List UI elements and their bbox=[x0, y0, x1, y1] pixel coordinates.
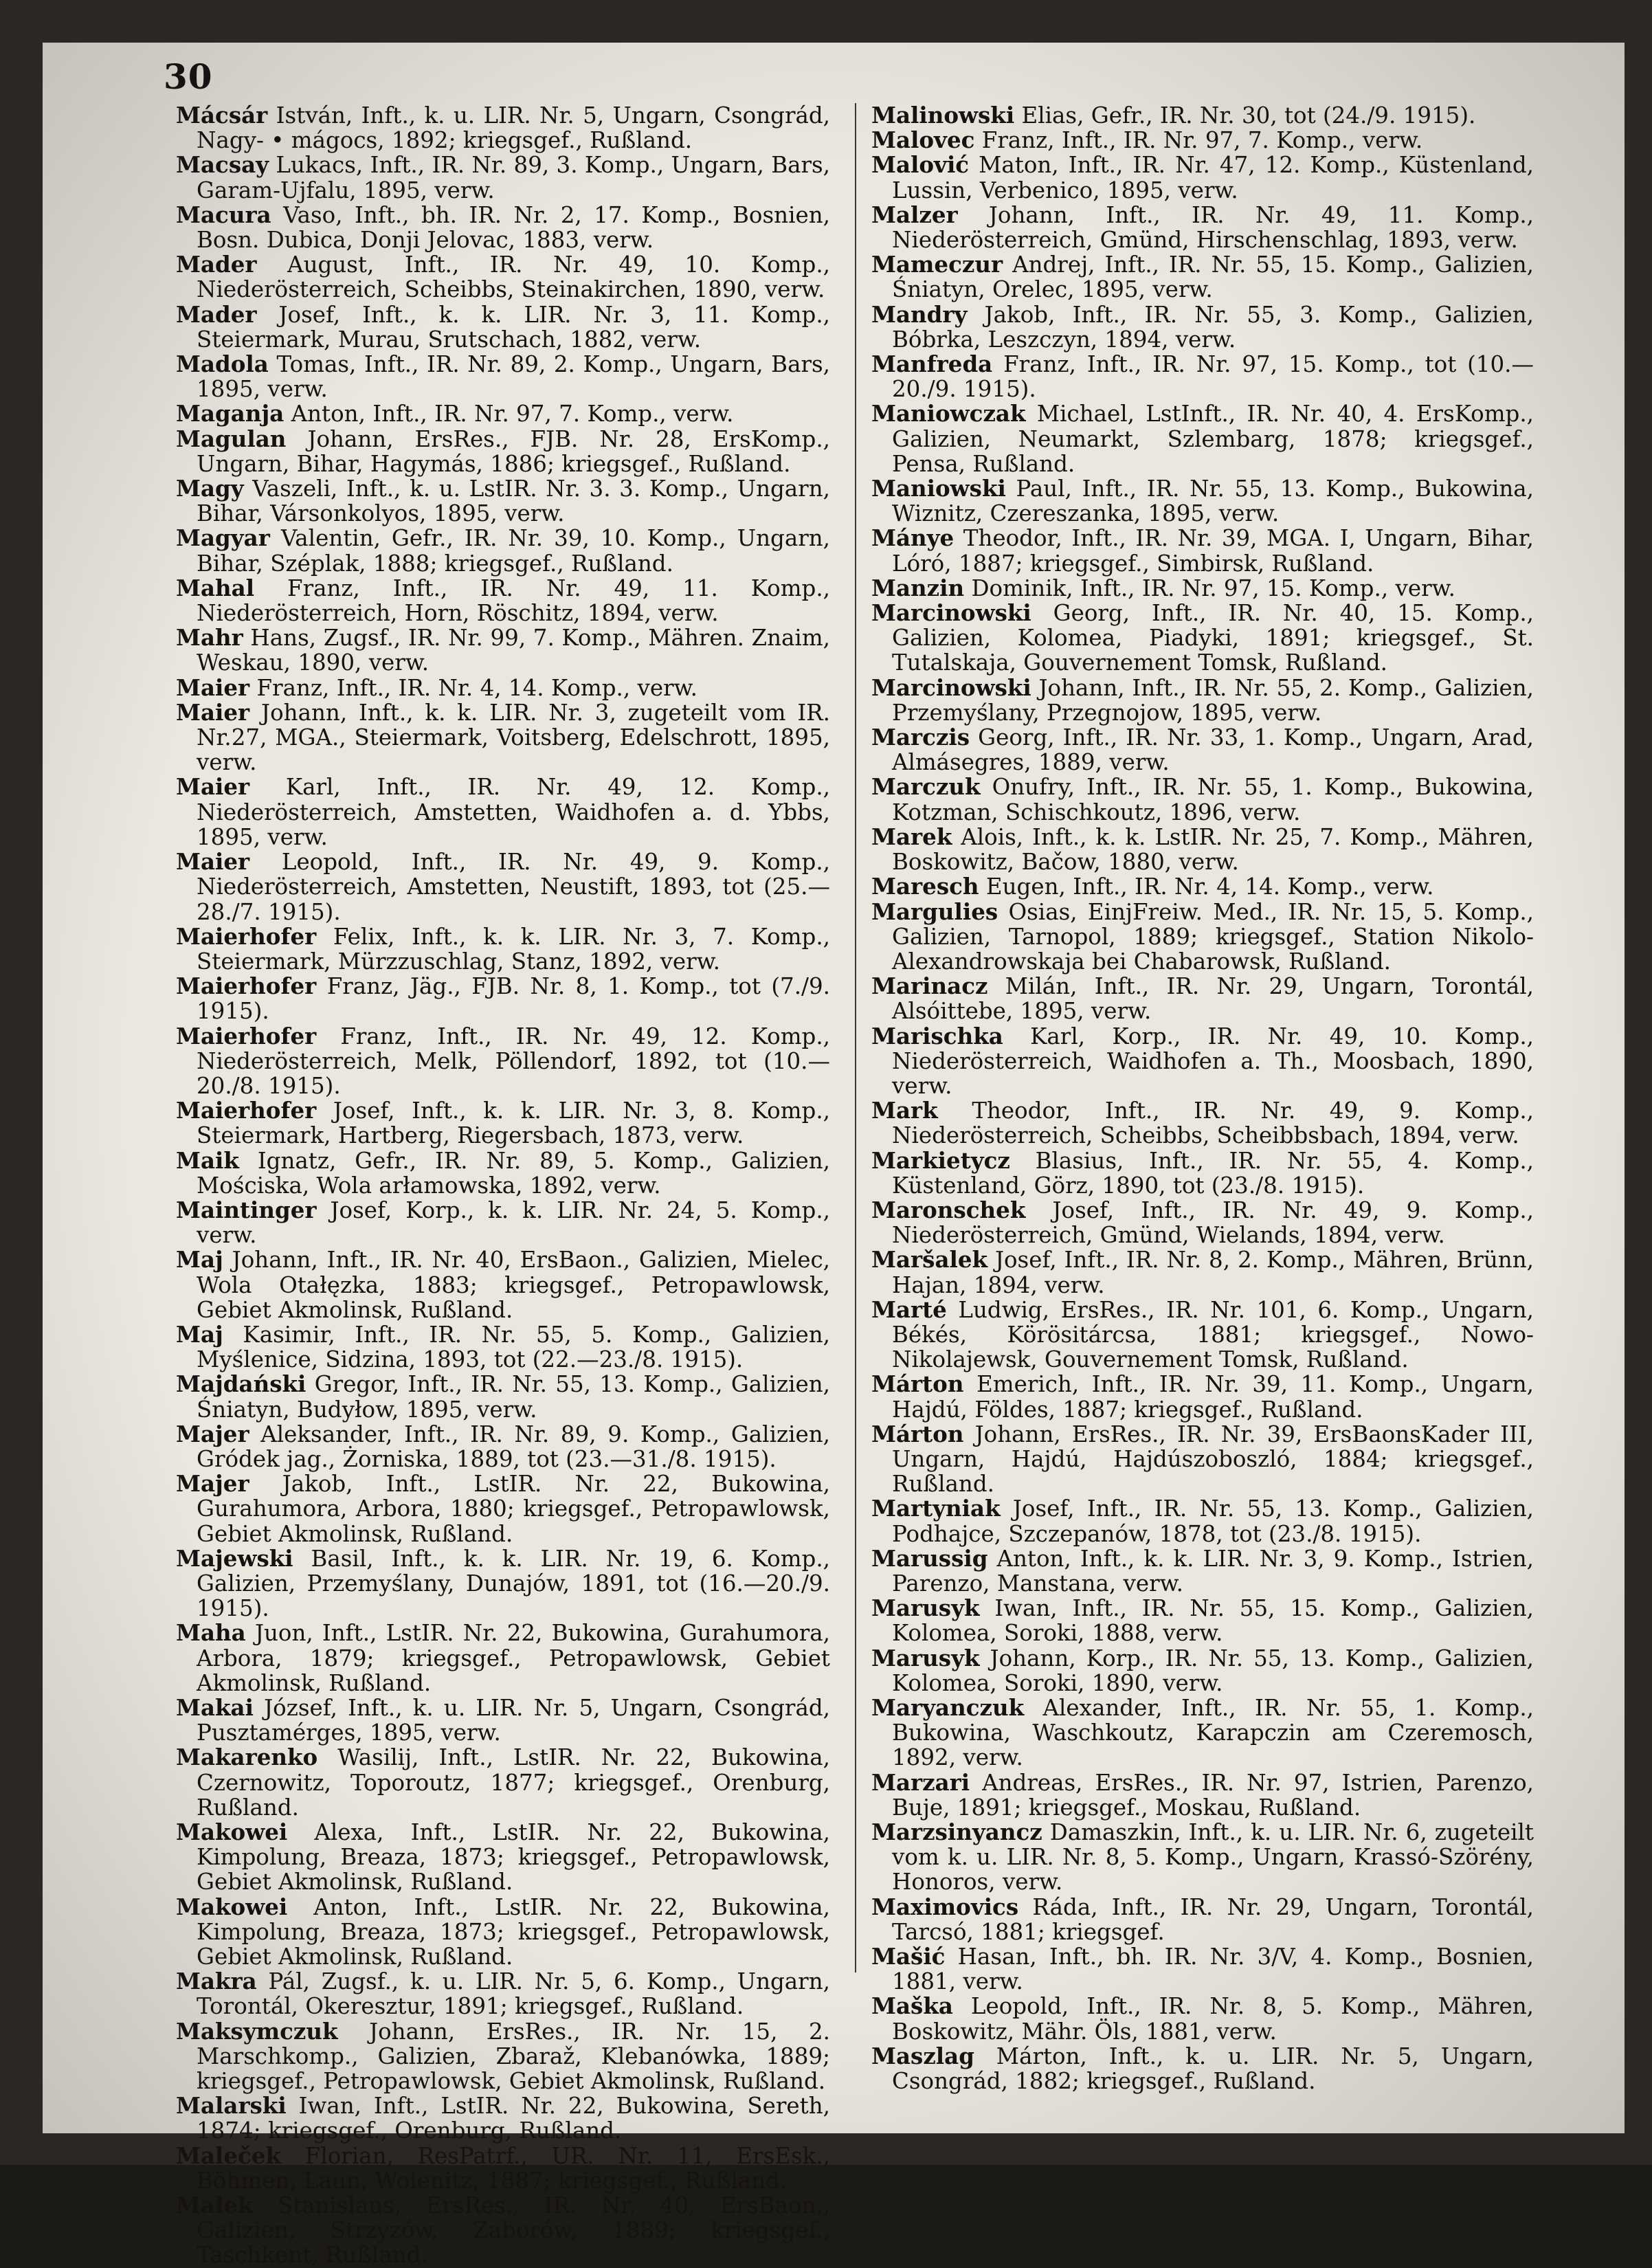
entry-surname: Maniowczak bbox=[871, 400, 1026, 427]
entry-surname: Maj bbox=[176, 1320, 223, 1348]
entry-details: Theodor, Inft., IR. Nr. 49, 9. Komp., Niederösterreich, Scheibbs, Scheibbsbach, 1894, verw. bbox=[892, 1098, 1534, 1149]
entry-details: Vaso, Inft., bh. IR. Nr. 2, 17. Komp., Bosnien, Bosn. Dubica, Donji Jelovac, 1883, verw. bbox=[197, 201, 830, 254]
entry-surname: Majer bbox=[176, 1420, 249, 1447]
entry-details: Josef, Inft., IR. Nr. 8, 2. Komp., Mähren, Brünn, Hajan, 1894, verw. bbox=[892, 1247, 1534, 1298]
list-entry bbox=[176, 2019, 830, 2094]
entry-details: Johann, Inft., k. k. LIR. Nr. 3, zugeteilt vom IR. Nr.27, MGA., Steiermark, Voitsberg, Edelschrott, 1895, verw. bbox=[197, 699, 830, 776]
entry-details: Eugen, Inft., IR. Nr. 4, 14. Komp., verw. bbox=[985, 874, 1434, 900]
entry-surname: Maier bbox=[176, 773, 250, 801]
entry-details: Josef, Inft., IR. Nr. 55, 13. Komp., Galizien, Podhajce, Szczepanów, 1878, tot (23./8. 1915). bbox=[892, 1496, 1534, 1547]
entry-surname: Mácsár bbox=[176, 102, 268, 129]
list-entry bbox=[176, 924, 830, 974]
list-entry bbox=[871, 302, 1534, 352]
entry-surname: Markietycz bbox=[871, 1146, 1010, 1174]
entry-details: Johann, Korp., IR. Nr. 55, 13. Komp., Galizien, Kolomea, Soroki, 1890, verw. bbox=[892, 1645, 1534, 1696]
entry-details: Kasimir, Inft., IR. Nr. 55, 5. Komp., Galizien, Myślenice, Sidzina, 1893, tot (22.—23./8. 1915). bbox=[197, 1321, 830, 1373]
scan-border-right bbox=[1625, 0, 1652, 2165]
entry-details: Ludwig, ErsRes., IR. Nr. 101, 6. Komp., Ungarn, Békés, Körösitárcsa, 1881; kriegsgef., Nowo-Nikolajewsk, Gouvernement Tomsk, Rußland. bbox=[892, 1296, 1534, 1373]
entry-details: Pál, Zugsf., k. u. LIR. Nr. 5, 6. Komp., Ungarn, Torontál, Okeresztur, 1891; kriegsgef., Rußland. bbox=[197, 1968, 830, 2020]
list-entry bbox=[176, 401, 830, 426]
list-entry bbox=[871, 1247, 1534, 1297]
entry-surname: Maršalek bbox=[871, 1246, 988, 1274]
entry-surname: Maik bbox=[176, 1146, 239, 1174]
list-entry bbox=[871, 974, 1534, 1023]
entry-surname: Maksymczuk bbox=[176, 2017, 338, 2045]
entry-surname: Majer bbox=[176, 1470, 249, 1498]
list-entry bbox=[176, 1322, 830, 1372]
list-entry bbox=[871, 203, 1534, 252]
entry-surname: Maximovics bbox=[871, 1893, 1019, 1920]
entry-details: Josef, Inft., k. k. LIR. Nr. 3, 8. Komp., Steiermark, Hartberg, Riegersbach, 1873, verw. bbox=[197, 1098, 830, 1149]
list-entry bbox=[871, 1944, 1534, 1994]
entry-details: Basil, Inft., k. k. LIR. Nr. 19, 6. Komp., Galizien, Przemyślany, Dunajów, 1891, tot (16.—20./9. 1915). bbox=[197, 1545, 830, 1622]
entry-surname: Makarenko bbox=[176, 1744, 318, 1771]
entry-details: Leopold, Inft., IR. Nr. 8, 5. Komp., Mähren, Boskowitz, Mähr. Öls, 1881, verw. bbox=[892, 1993, 1534, 2045]
entry-surname: Majewski bbox=[176, 1544, 293, 1572]
entry-surname: Marischka bbox=[871, 1022, 1003, 1049]
entry-surname: Mark bbox=[871, 1097, 938, 1124]
entry-details: Franz, Jäg., FJB. Nr. 8, 1. Komp., tot (7./9. 1915). bbox=[197, 973, 830, 1025]
entry-surname: Martyniak bbox=[871, 1495, 1001, 1522]
entry-details: Felix, Inft., k. k. LIR. Nr. 3, 7. Komp., Steiermark, Mürzzuschlag, Stanz, 1892, verw. bbox=[197, 923, 830, 975]
entry-surname: Majdański bbox=[176, 1370, 306, 1398]
entry-surname: Mánye bbox=[871, 524, 955, 552]
list-entry bbox=[176, 1969, 830, 2019]
list-entry bbox=[176, 1696, 830, 1745]
entry-details: Andrej, Inft., IR. Nr. 55, 15. Komp., Galizien, Śniatyn, Orelec, 1895, verw. bbox=[892, 252, 1534, 303]
entry-surname: Maszlag bbox=[871, 2042, 974, 2069]
entry-details: Hasan, Inft., bh. IR. Nr. 3/V, 4. Komp., Bosnien, 1881, verw. bbox=[892, 1944, 1534, 1995]
entry-details: Alexa, Inft., LstIR. Nr. 22, Bukowina, Kimpolung, Breaza, 1873; kriegsgef., Petropawlowsk, Gebiet Akmolinsk, Rußland. bbox=[197, 1819, 830, 1895]
entry-details: Karl, Korp., IR. Nr. 49, 10. Komp., Niederösterreich, Waidhofen a. Th., Moosbach, 1890, verw. bbox=[892, 1023, 1534, 1099]
entry-details: Anton, Inft., LstIR. Nr. 22, Bukowina, Kimpolung, Breaza, 1873; kriegsgef., Petropawlowsk, Gebiet Akmolinsk, Rußland. bbox=[197, 1893, 830, 1970]
list-entry bbox=[871, 1596, 1534, 1645]
entry-details: August, Inft., IR. Nr. 49, 10. Komp., Niederösterreich, Scheibbs, Steinakirchen, 1890, verw. bbox=[197, 252, 830, 303]
list-entry bbox=[871, 825, 1534, 874]
list-entry bbox=[176, 352, 830, 401]
entry-surname: Mameczur bbox=[871, 251, 1003, 278]
list-entry bbox=[176, 2144, 830, 2193]
list-entry bbox=[176, 576, 830, 625]
entry-surname: Manzin bbox=[871, 574, 965, 601]
entry-surname: Makai bbox=[176, 1694, 254, 1721]
scan-border-left bbox=[0, 0, 43, 2165]
right-column bbox=[871, 103, 1534, 2093]
list-entry bbox=[176, 2093, 830, 2143]
entry-surname: Maleček bbox=[176, 2142, 282, 2169]
list-entry bbox=[176, 2193, 830, 2268]
entry-surname: Maryanczuk bbox=[871, 1694, 1025, 1721]
entry-details: Alois, Inft., k. k. LstIR. Nr. 25, 7. Komp., Mähren, Boskowitz, Bačow, 1880, verw. bbox=[892, 823, 1534, 876]
list-entry bbox=[176, 1148, 830, 1198]
entry-surname: Marczis bbox=[871, 724, 970, 751]
entry-details: Florian, ResPatrf., UR. Nr. 11, ErsEsk., Böhmen, Laun, Wolenitz, 1887; kriegsgef., Rußland. bbox=[197, 2142, 830, 2194]
entry-surname: Makra bbox=[176, 1968, 257, 1995]
entry-surname: Mahr bbox=[176, 624, 243, 652]
list-entry bbox=[176, 526, 830, 575]
list-entry bbox=[176, 1621, 830, 1696]
list-entry bbox=[871, 1422, 1534, 1497]
list-entry bbox=[871, 1546, 1534, 1596]
entry-surname: Maronschek bbox=[871, 1196, 1026, 1223]
entry-details: Georg, Inft., IR. Nr. 40, 15. Komp., Galizien, Kolomea, Piadyki, 1891; kriegsgef., St. Tutalskaja, Gouvernement Tomsk, Rußland. bbox=[892, 600, 1534, 676]
entry-surname: Mader bbox=[176, 300, 257, 328]
entry-details: Márton, Inft., k. u. LIR. Nr. 5, Ungarn, Csongrád, 1882; kriegsgef., Rußland. bbox=[892, 2043, 1534, 2095]
entry-details: Johann, ErsRes., IR. Nr. 15, 2. Marschkomp., Galizien, Zbaraž, Klebanówka, 1889; kriegsgef., Petropawlowsk, Gebiet Akmolinsk, Rußland. bbox=[197, 2018, 830, 2095]
list-entry bbox=[871, 725, 1534, 775]
list-entry bbox=[176, 203, 830, 252]
entry-surname: Maha bbox=[176, 1619, 246, 1647]
list-entry bbox=[176, 1198, 830, 1247]
page-number: 30 bbox=[164, 56, 213, 97]
list-entry bbox=[871, 576, 1534, 601]
list-entry bbox=[871, 1024, 1534, 1099]
entry-details: István, Inft., k. u. LIR. Nr. 5, Ungarn, Csongrád, Nagy- • mágocs, 1892; kriegsgef., Rußland. bbox=[197, 102, 830, 154]
entry-surname: Makowei bbox=[176, 1893, 288, 1920]
entry-surname: Maresch bbox=[871, 873, 979, 900]
entry-details: Emerich, Inft., IR. Nr. 39, 11. Komp., Ungarn, Hajdú, Földes, 1887; kriegsgef., Rußland. bbox=[892, 1371, 1534, 1423]
entry-details: Tomas, Inft., IR. Nr. 89, 2. Komp., Ungarn, Bars, 1895, verw. bbox=[197, 351, 830, 403]
list-entry bbox=[871, 601, 1534, 676]
entry-details: József, Inft., k. u. LIR. Nr. 5, Ungarn, Csongrád, Pusztamérges, 1895, verw. bbox=[197, 1695, 830, 1746]
entry-details: Hans, Zugsf., IR. Nr. 99, 7. Komp., Mähren. Znaim, Weskau, 1890, verw. bbox=[197, 625, 830, 676]
entry-surname: Makowei bbox=[176, 1819, 288, 1846]
entry-surname: Maierhofer bbox=[176, 1097, 317, 1124]
list-entry bbox=[176, 974, 830, 1023]
list-entry bbox=[871, 1496, 1534, 1546]
entry-details: Theodor, Inft., IR. Nr. 39, MGA. I, Ungarn, Bihar, Lóró, 1887; kriegsgef., Simbirsk, Rußland. bbox=[892, 525, 1534, 577]
entry-details: Josef, Inft., IR. Nr. 49, 9. Komp., Niederösterreich, Gmünd, Wielands, 1894, verw. bbox=[892, 1197, 1534, 1249]
entry-details: Vaszeli, Inft., k. u. LstIR. Nr. 3. 3. Komp., Ungarn, Bihar, Vársonkolyos, 1895, verw. bbox=[197, 476, 830, 527]
list-entry bbox=[871, 476, 1534, 526]
entry-details: Franz, Inft., IR. Nr. 97, 15. Komp., tot (10.—20./9. 1915). bbox=[892, 351, 1534, 403]
entry-details: Iwan, Inft., LstIR. Nr. 22, Bukowina, Sereth, 1874; kriegsgef., Orenburg, Rußland. bbox=[197, 2093, 830, 2144]
entry-details: Jakob, Inft., IR. Nr. 55, 3. Komp., Galizien, Bóbrka, Leszczyn, 1894, verw. bbox=[892, 301, 1534, 353]
entry-surname: Manfreda bbox=[871, 351, 993, 378]
list-entry bbox=[176, 103, 830, 153]
entry-surname: Macsay bbox=[176, 151, 269, 179]
entry-details: Josef, Inft., k. k. LIR. Nr. 3, 11. Komp., Steiermark, Murau, Srutschach, 1882, verw. bbox=[197, 301, 830, 353]
list-entry bbox=[871, 401, 1534, 476]
entry-surname: Madola bbox=[176, 351, 269, 378]
entry-details: Johann, ErsRes., IR. Nr. 39, ErsBaonsKader III, Ungarn, Hajdú, Hajdúszoboszló, 1884; kriegsgef., Rußland. bbox=[892, 1421, 1534, 1498]
list-entry bbox=[176, 625, 830, 675]
entry-surname: Malarski bbox=[176, 2092, 287, 2120]
entry-details: Josef, Korp., k. k. LIR. Nr. 24, 5. Komp., verw. bbox=[197, 1197, 830, 1249]
list-entry bbox=[176, 700, 830, 775]
entry-details: Franz, Inft., IR. Nr. 49, 11. Komp., Niederösterreich, Horn, Röschitz, 1894, verw. bbox=[197, 575, 830, 627]
entry-surname: Marek bbox=[871, 823, 952, 850]
list-entry bbox=[871, 153, 1534, 202]
entry-surname: Marusyk bbox=[871, 1644, 980, 1671]
list-entry bbox=[871, 2044, 1534, 2093]
entry-details: Jakob, Inft., LstIR. Nr. 22, Bukowina, Gurahumora, Arbora, 1880; kriegsgef., Petropawlowsk, Gebiet Akmolinsk, Rußland. bbox=[197, 1471, 830, 1547]
list-entry bbox=[871, 775, 1534, 824]
list-entry bbox=[871, 1098, 1534, 1148]
entry-details: Franz, Inft., IR. Nr. 4, 14. Komp., verw. bbox=[256, 674, 697, 701]
entry-surname: Marcinowski bbox=[871, 599, 1031, 627]
list-entry bbox=[176, 1024, 830, 1099]
entry-surname: Maier bbox=[176, 674, 250, 701]
entry-surname: Marzsinyancz bbox=[871, 1819, 1042, 1846]
list-entry bbox=[176, 676, 830, 700]
list-entry bbox=[176, 1895, 830, 1970]
entry-surname: Maintinger bbox=[176, 1196, 317, 1223]
entry-surname: Maier bbox=[176, 698, 250, 726]
list-entry bbox=[176, 1098, 830, 1148]
entry-details: Osias, EinjFreiw. Med., IR. Nr. 15, 5. Komp., Galizien, Tarnopol, 1889; kriegsgef., Station Nikolo-Alexandrowskaja bei Chabarowsk, Rußland. bbox=[892, 898, 1534, 975]
list-entry bbox=[871, 1198, 1534, 1247]
entry-details: Lukacs, Inft., IR. Nr. 89, 3. Komp., Ungarn, Bars, Garam-Ujfalu, 1895, verw. bbox=[197, 152, 830, 203]
left-column bbox=[176, 103, 830, 2268]
entry-details: Ráda, Inft., IR. Nr. 29, Ungarn, Torontál, Tarcsó, 1881; kriegsgef. bbox=[892, 1893, 1534, 1945]
list-entry bbox=[871, 252, 1534, 302]
entry-details: Johann, ErsRes., FJB. Nr. 28, ErsKomp., Ungarn, Bihar, Hagymás, 1886; kriegsgef., Rußland. bbox=[197, 425, 830, 477]
entry-surname: Mahal bbox=[176, 574, 255, 601]
list-entry bbox=[176, 849, 830, 924]
entry-details: Blasius, Inft., IR. Nr. 55, 4. Komp., Küstenland, Görz, 1890, tot (23./8. 1915). bbox=[892, 1147, 1534, 1199]
list-entry bbox=[871, 1298, 1534, 1372]
entry-surname: Márton bbox=[871, 1370, 964, 1398]
list-entry bbox=[871, 352, 1534, 401]
entry-surname: Mandry bbox=[871, 300, 968, 328]
list-entry bbox=[176, 1372, 830, 1421]
list-entry bbox=[176, 1745, 830, 1820]
entry-details: Karl, Inft., IR. Nr. 49, 12. Komp., Niederösterreich, Amstetten, Waidhofen a. d. Ybbs, 1895, verw. bbox=[197, 774, 830, 850]
list-entry bbox=[871, 1148, 1534, 1198]
entry-details: Ignatz, Gefr., IR. Nr. 89, 5. Komp., Galizien, Mościska, Wola arłamowska, 1892, verw. bbox=[197, 1147, 830, 1199]
list-entry bbox=[871, 526, 1534, 575]
entry-surname: Margulies bbox=[871, 898, 998, 925]
entry-surname: Magy bbox=[176, 475, 244, 502]
entry-details: Franz, Inft., IR. Nr. 97, 7. Komp., verw. bbox=[981, 127, 1423, 154]
entry-details: Damaszkin, Inft., k. u. LIR. Nr. 6, zugeteilt vom k. u. LIR. Nr. 8, 5. Komp., Ungarn, Krassó-Szörény, Honoros, verw. bbox=[892, 1819, 1534, 1895]
list-entry bbox=[871, 1646, 1534, 1696]
entry-surname: Mader bbox=[176, 251, 257, 278]
entry-details: Johann, Inft., IR. Nr. 49, 11. Komp., Niederösterreich, Gmünd, Hirschenschlag, 1893, verw. bbox=[892, 201, 1534, 254]
scan-border-top bbox=[0, 0, 1652, 43]
entry-details: Wasilij, Inft., LstIR. Nr. 22, Bukowina, Czernowitz, Toporoutz, 1877; kriegsgef., Orenburg, Rußland. bbox=[197, 1744, 830, 1821]
entry-details: Valentin, Gefr., IR. Nr. 39, 10. Komp., Ungarn, Bihar, Széplak, 1888; kriegsgef., Rußland. bbox=[197, 525, 830, 577]
entry-surname: Magyar bbox=[176, 524, 270, 552]
entry-details: Leopold, Inft., IR. Nr. 49, 9. Komp., Niederösterreich, Amstetten, Neustift, 1893, tot (25.—28./7. 1915). bbox=[197, 849, 830, 925]
entry-surname: Malović bbox=[871, 151, 970, 179]
entry-surname: Maj bbox=[176, 1246, 223, 1274]
entry-surname: Maniowski bbox=[871, 475, 1006, 502]
entry-details: Anton, Inft., k. k. LIR. Nr. 3, 9. Komp., Istrien, Parenzo, Manstana, verw. bbox=[892, 1545, 1534, 1597]
entry-surname: Marzari bbox=[871, 1768, 970, 1796]
list-entry bbox=[871, 1770, 1534, 1820]
list-entry bbox=[871, 1696, 1534, 1770]
entry-surname: Maier bbox=[176, 848, 250, 876]
list-entry bbox=[176, 1546, 830, 1621]
entry-surname: Macura bbox=[176, 201, 271, 228]
entry-surname: Marcinowski bbox=[871, 674, 1031, 701]
entry-surname: Marussig bbox=[871, 1544, 988, 1572]
list-entry bbox=[176, 476, 830, 526]
list-entry bbox=[871, 676, 1534, 725]
entry-details: Anton, Inft., IR. Nr. 97, 7. Komp., verw. bbox=[291, 401, 734, 427]
entry-details: Andreas, ErsRes., IR. Nr. 97, Istrien, Parenzo, Buje, 1891; kriegsgef., Moskau, Rußland. bbox=[892, 1769, 1534, 1821]
list-entry bbox=[176, 1820, 830, 1895]
list-entry bbox=[871, 1994, 1534, 2043]
entry-surname: Mašić bbox=[871, 1943, 946, 1970]
entry-surname: Maška bbox=[871, 1992, 953, 2020]
entry-details: Paul, Inft., IR. Nr. 55, 13. Komp., Bukowina, Wiznitz, Czereszanka, 1895, verw. bbox=[892, 476, 1534, 527]
entry-details: Michael, LstInft., IR. Nr. 40, 4. ErsKomp., Galizien, Neumarkt, Szlembarg, 1878; kriegsgef., Pensa, Rußland. bbox=[892, 401, 1534, 477]
list-entry bbox=[176, 302, 830, 352]
entry-details: Dominik, Inft., IR. Nr. 97, 15. Komp., verw. bbox=[971, 575, 1455, 601]
entry-surname: Malinowski bbox=[871, 102, 1015, 129]
entry-surname: Maierhofer bbox=[176, 972, 317, 1000]
entry-surname: Marczuk bbox=[871, 773, 981, 801]
entry-details: Juon, Inft., LstIR. Nr. 22, Bukowina, Gurahumora, Arbora, 1879; kriegsgef., Petropawlowsk, Gebiet Akmolinsk, Rußland. bbox=[197, 1620, 830, 1696]
list-entry bbox=[176, 1422, 830, 1471]
entry-details: Alexander, Inft., IR. Nr. 55, 1. Komp., Bukowina, Waschkoutz, Karapczin am Czeremosch, 1892, verw. bbox=[892, 1695, 1534, 1771]
entry-surname: Marusyk bbox=[871, 1594, 980, 1622]
list-entry bbox=[871, 900, 1534, 975]
entry-details: Franz, Inft., IR. Nr. 49, 12. Komp., Niederösterreich, Melk, Pöllendorf, 1892, tot (10.—20./8. 1915). bbox=[197, 1023, 830, 1099]
list-entry bbox=[871, 103, 1534, 128]
entry-surname: Malovec bbox=[871, 126, 975, 154]
entry-details: Aleksander, Inft., IR. Nr. 89, 9. Komp., Galizien, Gródek jag., Żorniska, 1889, tot (23.—31./8. 1915). bbox=[197, 1421, 830, 1472]
entry-details: Gregor, Inft., IR. Nr. 55, 13. Komp., Galizien, Śniatyn, Budyłow, 1895, verw. bbox=[197, 1371, 830, 1423]
list-entry bbox=[176, 153, 830, 202]
entry-surname: Magulan bbox=[176, 425, 287, 452]
list-entry bbox=[871, 1372, 1534, 1421]
list-entry bbox=[871, 874, 1534, 899]
entry-details: Johann, Inft., IR. Nr. 55, 2. Komp., Galizien, Przemyślany, Przegnojow, 1895, verw. bbox=[892, 674, 1534, 726]
entry-details: Maton, Inft., IR. Nr. 47, 12. Komp., Küstenland, Lussin, Verbenico, 1895, verw. bbox=[892, 152, 1534, 203]
list-entry bbox=[176, 1247, 830, 1322]
list-entry bbox=[176, 252, 830, 302]
entry-surname: Marinacz bbox=[871, 972, 988, 1000]
entry-surname: Maierhofer bbox=[176, 1022, 317, 1049]
entry-surname: Maierhofer bbox=[176, 922, 317, 950]
entry-details: Georg, Inft., IR. Nr. 33, 1. Komp., Ungarn, Arad, Almásegres, 1889, verw. bbox=[892, 724, 1534, 776]
list-entry bbox=[871, 1820, 1534, 1895]
entry-surname: Marté bbox=[871, 1296, 947, 1323]
column-divider bbox=[855, 103, 856, 1972]
entry-details: Johann, Inft., IR. Nr. 40, ErsBaon., Galizien, Mielec, Wola Otałęzka, 1883; kriegsgef., Petropawlowsk, Gebiet Akmolinsk, Rußland. bbox=[197, 1247, 830, 1323]
entry-surname: Malek bbox=[176, 2192, 254, 2219]
list-entry bbox=[871, 1895, 1534, 1944]
entry-details: Onufry, Inft., IR. Nr. 55, 1. Komp., Bukowina, Kotzman, Schischkoutz, 1896, verw. bbox=[892, 774, 1534, 825]
entry-surname: Maganja bbox=[176, 400, 284, 427]
entry-surname: Márton bbox=[871, 1420, 964, 1447]
entry-details: Milán, Inft., IR. Nr. 29, Ungarn, Torontál, Alsóittebe, 1895, verw. bbox=[892, 973, 1534, 1025]
entry-details: Elias, Gefr., IR. Nr. 30, tot (24./9. 1915). bbox=[1021, 102, 1476, 129]
list-entry bbox=[176, 1471, 830, 1546]
entry-details: Stanislaus, ErsRes., IR. Nr. 40, ErsBaon., Galizien, Strzyzów, Zaborów, 1889; kriegsgef., Taschkent, Rußland. bbox=[197, 2192, 830, 2268]
entry-surname: Malzer bbox=[871, 201, 958, 228]
entry-details: Iwan, Inft., IR. Nr. 55, 15. Komp., Galizien, Kolomea, Soroki, 1888, verw. bbox=[892, 1595, 1534, 1647]
list-entry bbox=[176, 427, 830, 476]
list-entry bbox=[871, 128, 1534, 153]
list-entry bbox=[176, 775, 830, 849]
